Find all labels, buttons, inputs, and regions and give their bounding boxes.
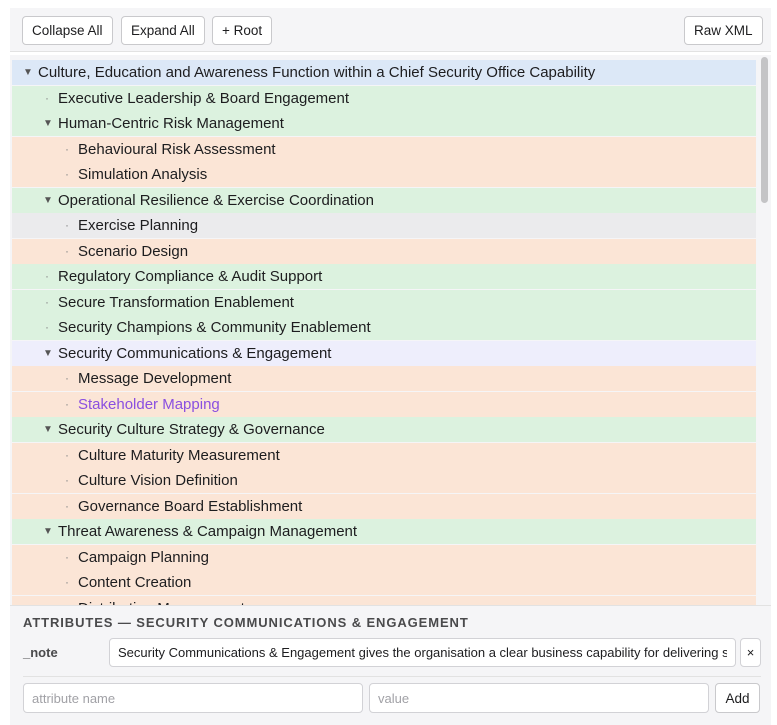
- tree-row-label: Culture Vision Definition: [78, 472, 238, 489]
- tree-row-label: Threat Awareness & Campaign Management: [58, 523, 358, 540]
- expand-all-button[interactable]: Expand All: [121, 16, 205, 45]
- leaf-bullet-icon: ·: [65, 498, 69, 513]
- add-root-button[interactable]: + Root: [212, 16, 272, 45]
- tree-row[interactable]: [12, 366, 756, 391]
- tree-row[interactable]: [12, 137, 756, 162]
- attribute-key: _note: [23, 645, 58, 660]
- tree-row[interactable]: [12, 111, 756, 136]
- tree-row-label: Executive Leadership & Board Engagement: [58, 89, 350, 107]
- leaf-bullet-icon: ·: [65, 549, 69, 564]
- attributes-divider: [23, 676, 761, 677]
- attribute-value-new-input[interactable]: [369, 683, 709, 713]
- leaf-bullet-icon: ·: [65, 218, 69, 232]
- toolbar: [10, 8, 771, 52]
- tree-row[interactable]: [12, 468, 756, 493]
- leaf-bullet-icon: ·: [65, 141, 69, 156]
- tree-row-label: Simulation Analysis: [78, 166, 208, 183]
- tree-row-label: Behavioural Risk Assessment: [78, 140, 276, 158]
- tree-row-label: Scenario Design: [78, 242, 189, 260]
- tree-row-label: Security Communications & Engagement: [58, 344, 332, 362]
- leaf-bullet-icon: ·: [65, 447, 69, 462]
- tree-row[interactable]: [12, 341, 756, 366]
- leaf-bullet-icon: ·: [65, 396, 69, 411]
- leaf-bullet-icon: ·: [45, 320, 49, 334]
- tree-row[interactable]: [12, 188, 756, 213]
- tree-row[interactable]: [12, 239, 756, 264]
- tree-row-label: Human-Centric Risk Management: [58, 115, 284, 132]
- tree-scrollbar-thumb[interactable]: [761, 57, 768, 203]
- tree-row[interactable]: [12, 545, 756, 570]
- tree-row[interactable]: [12, 443, 756, 468]
- tree-row-label: Operational Resilience & Exercise Coordination: [58, 191, 374, 209]
- add-attribute-button[interactable]: Add: [715, 683, 760, 713]
- tree-row[interactable]: [12, 60, 756, 85]
- leaf-bullet-icon: ·: [65, 243, 69, 258]
- delete-attribute-button[interactable]: ×: [740, 638, 761, 667]
- tree-row-label: Stakeholder Mapping: [78, 395, 220, 413]
- tree-row[interactable]: [12, 213, 756, 238]
- tree-row[interactable]: [12, 86, 756, 111]
- leaf-bullet-icon: ·: [65, 371, 69, 385]
- expand-toggle-icon[interactable]: ▼: [43, 194, 53, 206]
- raw-xml-button[interactable]: Raw XML: [684, 16, 763, 45]
- tree-row-label: Campaign Planning: [78, 548, 209, 566]
- tree-row[interactable]: [12, 290, 756, 315]
- tree-row[interactable]: [12, 519, 756, 544]
- leaf-bullet-icon: ·: [65, 575, 69, 589]
- attributes-panel: [10, 605, 771, 725]
- tree-row[interactable]: [12, 417, 756, 442]
- tree-view: [10, 55, 771, 605]
- tree-row[interactable]: [12, 264, 756, 289]
- tree-row-label: Governance Board Establishment: [78, 497, 303, 515]
- leaf-bullet-icon: ·: [45, 269, 49, 283]
- attribute-value-input[interactable]: [109, 638, 736, 667]
- tree-row[interactable]: [12, 392, 756, 417]
- expand-toggle-icon[interactable]: ▼: [43, 424, 53, 435]
- tree-row[interactable]: [12, 315, 756, 340]
- tree-row-label: Security Culture Strategy & Governance: [58, 421, 325, 438]
- expand-toggle-icon[interactable]: ▼: [43, 118, 53, 129]
- leaf-bullet-icon: ·: [45, 90, 49, 105]
- tree-row[interactable]: [12, 494, 756, 519]
- tree-row-label: Message Development: [78, 370, 232, 387]
- tree-row-label: Regulatory Compliance & Audit Support: [58, 268, 323, 285]
- expand-toggle-icon[interactable]: ▼: [23, 67, 33, 78]
- tree-row[interactable]: [12, 570, 756, 595]
- expand-toggle-icon[interactable]: ▼: [43, 347, 53, 359]
- tree-row-label: Exercise Planning: [78, 217, 199, 234]
- tree-row-label: Security Champions & Community Enablement: [58, 319, 371, 336]
- expand-toggle-icon[interactable]: ▼: [43, 526, 53, 537]
- tree-row-label: Secure Transformation Enablement: [58, 293, 294, 311]
- leaf-bullet-icon: ·: [65, 473, 69, 487]
- collapse-all-button[interactable]: Collapse All: [22, 16, 113, 45]
- leaf-bullet-icon: ·: [45, 294, 49, 309]
- leaf-bullet-icon: ·: [65, 167, 69, 181]
- tree-row-label: Content Creation: [78, 574, 192, 591]
- tree-row-label: Culture, Education and Awareness Function within a Chief Security Office Capability: [38, 64, 596, 81]
- tree-row-label: Culture Maturity Measurement: [78, 446, 280, 464]
- tree-scrollbar[interactable]: [760, 55, 769, 605]
- attributes-title: ATTRIBUTES — SECURITY COMMUNICATIONS & ENGAGEMENT: [23, 615, 469, 630]
- tree-row[interactable]: [12, 162, 756, 187]
- attribute-name-input[interactable]: [23, 683, 363, 713]
